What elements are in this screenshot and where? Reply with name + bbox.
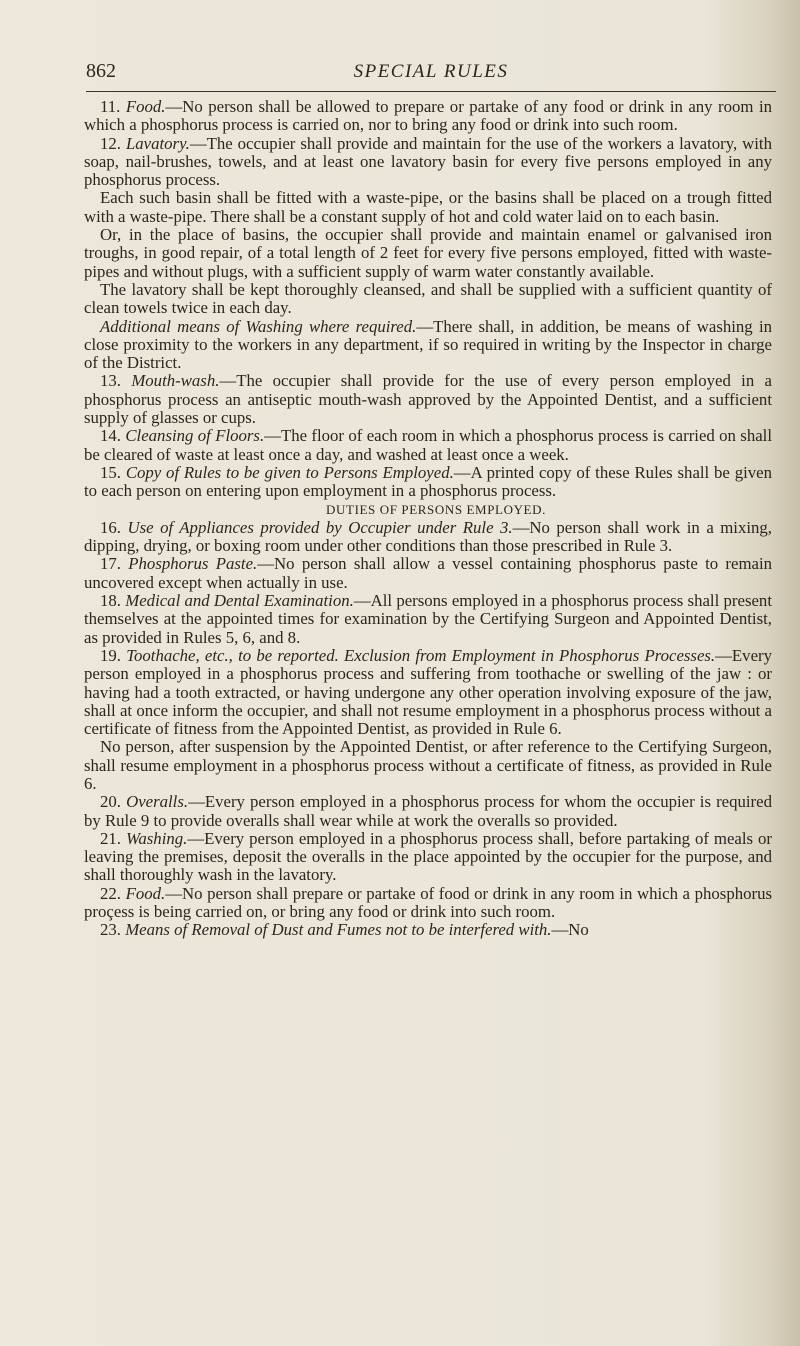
rule-paragraph — [84, 427, 772, 464]
rule-paragraph — [84, 555, 772, 592]
rule-paragraph — [84, 647, 772, 738]
rule-paragraph — [84, 830, 772, 885]
rule-number: 23. — [100, 920, 121, 940]
rule-text: —The floor of each room in which a phosphorus process is carried on shall be cleared of waste at least once a day, and washed at least once a week. — [84, 426, 772, 464]
rule-paragraph — [84, 189, 772, 226]
rule-number: 13. — [100, 371, 121, 391]
rule-number: 15. — [100, 462, 121, 482]
rule-heading: Toothache, etc., to be reported. Exclusion from Employment in Phosphorus Processes. — [126, 645, 716, 665]
rule-paragraph — [84, 98, 772, 135]
rule-paragraph — [84, 519, 772, 556]
rule-paragraph — [84, 226, 772, 281]
rule-number: 19. — [100, 645, 121, 665]
rule-number: 11. — [100, 97, 121, 116]
rule-heading: Use of Appliances provided by Occupier under Rule 3. — [127, 517, 513, 537]
header-rule — [86, 91, 776, 92]
rules-group-general — [84, 98, 772, 501]
rule-heading: Food. — [125, 883, 166, 903]
rule-heading: Phosphorus Paste. — [128, 554, 258, 574]
rule-paragraph — [84, 592, 772, 647]
rule-text: —No person shall allow a vessel containing phosphorus paste to remain uncovered except when actually in use. — [84, 554, 773, 592]
rule-number: 17. — [100, 554, 121, 574]
rule-paragraph — [84, 281, 772, 318]
rule-number: 16. — [100, 517, 121, 537]
rule-paragraph — [84, 738, 772, 793]
rule-paragraph — [84, 921, 772, 939]
rule-text: —The occupier shall provide for the use of every person employed in a phosphorus process an antiseptic mouth-wash approved by the Appointed Dentist, and a sufficient supply of glasses or cups. — [84, 371, 772, 428]
rule-text: Or, in the place of basins, the occupier shall provide and maintain enamel or galvanised iron troughs, in good repair, of a total length of 2 feet for every five persons employed, fitted with waste-pipes and without plugs, with a sufficient supply of warm water constantly available. — [84, 225, 772, 281]
rule-number: 22. — [100, 883, 121, 903]
rule-heading: Washing. — [125, 828, 188, 848]
rule-paragraph — [84, 135, 772, 190]
rule-number: 20. — [100, 792, 121, 812]
section-heading: DUTIES OF PERSONS EMPLOYED. — [326, 501, 546, 517]
rule-paragraph — [84, 885, 772, 922]
rule-text: —Every person employed in a phosphorus process and suffering from toothache or swelling of the jaw : or having had a tooth extracted, or having undergone any other operation involving exposure of the jaw, shall at once inform the occupier, and shall not resume employment in a phosphorus process without a certificate of fitness from the Appointed Dentist, as provided in Rule 6. — [84, 645, 772, 739]
rule-text: —There shall, in addition, be means of washing in close proximity to the workers in any department, if so required in writing by the Inspector in charge of the District. — [84, 316, 772, 373]
rule-number: 12. — [100, 133, 121, 153]
rule-paragraph — [84, 372, 772, 427]
rule-text: The lavatory shall be kept thoroughly cleansed, and shall be supplied with a sufficient quantity of clean towels twice in each day. — [84, 279, 772, 318]
rule-heading: Mouth-wash. — [131, 371, 220, 391]
rule-paragraph — [84, 318, 772, 373]
rule-text: No person, after suspension by the Appointed Dentist, or after reference to the Certifying Surgeon, shall resume employment in a phosphorus process without a certificate of fitness, as provided in Rule 6. — [84, 737, 772, 793]
rule-text: —No — [551, 920, 589, 940]
page-body — [84, 98, 772, 940]
rule-heading: Copy of Rules to be given to Persons Employed. — [125, 462, 454, 482]
rule-text: —No person shall be allowed to prepare or partake of any food or drink in any room in which a phosphorus process is carried on, nor to bring any food or drink into such room. — [84, 97, 772, 135]
rule-text: —No person shall work in a mixing, dipping, drying, or boxing room under other conditions than those prescribed in Rule 3. — [84, 517, 772, 556]
rule-number: 18. — [100, 591, 121, 611]
rule-text: —A printed copy of these Rules shall be given to each person on entering upon employment in a phosphorus process. — [84, 462, 772, 501]
rule-text: —The occupier shall provide and maintain for the use of the workers a lavatory, with soap, nail-brushes, towels, and at least one lavatory basin for every five persons employed in any phosphorus process. — [84, 133, 772, 190]
rule-heading: Cleansing of Floors. — [125, 426, 265, 446]
rule-heading: Food. — [125, 97, 166, 116]
rule-heading: Medical and Dental Examination. — [125, 591, 354, 611]
rule-heading: Additional means of Washing where required. — [100, 316, 417, 336]
rule-text: —Every person employed in a phosphorus process shall, before partaking of meals or leaving the premises, deposit the overalls in the place appointed by the occupier for the purpose, and shall thoroughly wash in the lavatory. — [84, 828, 772, 885]
rule-text: —No person shall prepare or partake of food or drink in any room in which a phosphorus proçess is being carried on, or bring any food or drink into such room. — [84, 883, 772, 922]
rule-text: —All persons employed in a phosphorus process shall present themselves at the appointed times for examination by the Certifying Surgeon and Appointed Dentist, as provided in Rules 5, 6, and 8. — [84, 591, 772, 647]
page-header — [86, 60, 776, 90]
rule-heading: Means of Removal of Dust and Fumes not to be interfered with. — [125, 920, 552, 940]
page-number: 862 — [86, 60, 116, 82]
rule-text: —Every person employed in a phosphorus process for whom the occupier is required by Rule 9 to provide overalls shall wear while at work the overalls so provided. — [84, 792, 772, 830]
rule-text: Each such basin shall be fitted with a waste-pipe, or the basins shall be placed on a trough fitted with a waste-pipe. There shall be a constant supply of hot and cold water laid on to each basin. — [84, 188, 772, 226]
rule-number: 21. — [100, 828, 121, 848]
rule-number: 14. — [100, 426, 121, 446]
rule-heading: Overalls. — [126, 792, 189, 812]
rules-group-duties — [84, 519, 772, 940]
running-head: SPECIAL RULES — [353, 61, 509, 82]
rule-paragraph — [84, 793, 772, 830]
rule-heading: Lavatory. — [125, 133, 190, 153]
rule-paragraph — [84, 464, 772, 501]
